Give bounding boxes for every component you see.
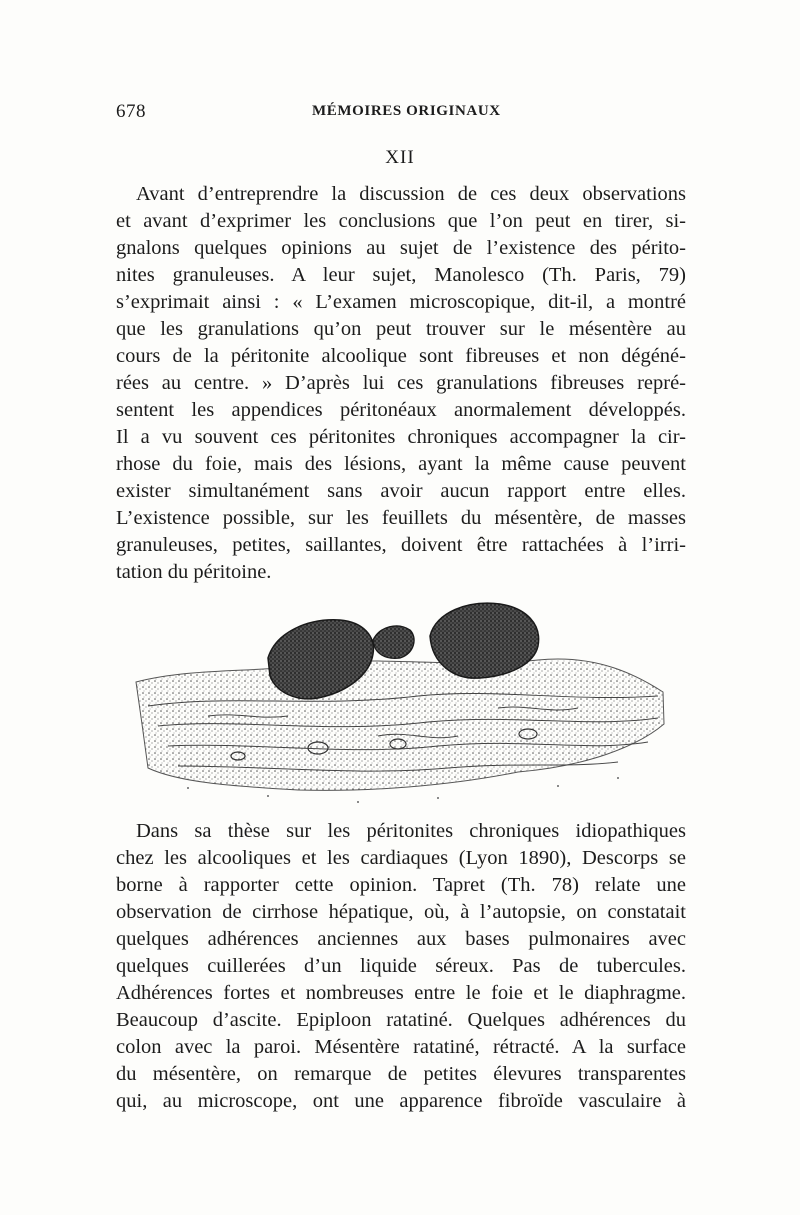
page-number: 678 bbox=[116, 101, 146, 122]
text-line: colon avec la paroi. Mésentère ratatiné, rétracté. A la surface bbox=[116, 1036, 686, 1058]
text-line: et avant d’exprimer les conclusions que l’on peut en tirer, si- bbox=[116, 210, 686, 232]
paragraph-theses bbox=[116, 818, 686, 1115]
text-line: s’exprimait ainsi : « L’examen microscopique, dit-il, a montré bbox=[116, 291, 686, 313]
text-line: borne à rapporter cette opinion. Tapret (Th. 78) relate une bbox=[116, 874, 686, 896]
tissue-engraving-illustration bbox=[118, 596, 678, 818]
text-line: observation de cirrhose hépatique, où, à l’autopsie, on constatait bbox=[116, 901, 686, 923]
text-line: Adhérences fortes et nombreuses entre le foie et le diaphragme. bbox=[116, 982, 686, 1004]
text-line: gnalons quelques opinions au sujet de l’existence des périto- bbox=[116, 237, 686, 259]
text-line: sentent les appendices péritonéaux anormalement développés. bbox=[116, 399, 686, 421]
paragraph-opinions bbox=[116, 181, 686, 586]
text-line: Dans sa thèse sur les péritonites chroniques idiopathiques bbox=[136, 820, 686, 842]
text-line: exister simultanément sans avoir aucun rapport entre elles. bbox=[116, 480, 686, 502]
text-line: Avant d’entreprendre la discussion de ces deux observations bbox=[136, 183, 686, 205]
text-line: L’existence possible, sur les feuillets du mésentère, de masses bbox=[116, 507, 686, 529]
text-line: qui, au microscope, ont une apparence fibroïde vasculaire à bbox=[116, 1090, 686, 1112]
text-line: granuleuses, petites, saillantes, doivent être rattachées à l’irri- bbox=[116, 534, 686, 556]
text-line: quelques cuillerées d’un liquide séreux. Pas de tubercules. bbox=[116, 955, 686, 977]
text-line: que les granulations qu’on peut trouver sur le mésentère au bbox=[116, 318, 686, 340]
text-line: quelques adhérences anciennes aux bases pulmonaires avec bbox=[116, 928, 686, 950]
granulation-small bbox=[373, 626, 414, 658]
text-line: Beaucoup d’ascite. Epiploon ratatiné. Quelques adhérences du bbox=[116, 1009, 686, 1031]
running-head bbox=[116, 101, 686, 125]
text-line: du mésentère, on remarque de petites élevures transparentes bbox=[116, 1063, 686, 1085]
text-line: chez les alcooliques et les cardiaques (Lyon 1890), Descorps se bbox=[116, 847, 686, 869]
section-heading: XII bbox=[385, 147, 415, 168]
text-line: rhose du foie, mais des lésions, ayant la même cause peuvent bbox=[116, 453, 686, 475]
text-line: nites granuleuses. A leur sujet, Manolesco (Th. Paris, 79) bbox=[116, 264, 686, 286]
running-title: MÉMOIRES ORIGINAUX bbox=[312, 103, 501, 119]
text-line: cours de la péritonite alcoolique sont fibreuses et non dégéné- bbox=[116, 345, 686, 367]
text-line: rées au centre. » D’après lui ces granulations fibreuses repré- bbox=[116, 372, 686, 394]
text-line: tation du péritoine. bbox=[116, 561, 272, 583]
figure-tissue-engraving bbox=[118, 596, 678, 818]
text-line: Il a vu souvent ces péritonites chroniques accompagner la cir- bbox=[116, 426, 686, 448]
